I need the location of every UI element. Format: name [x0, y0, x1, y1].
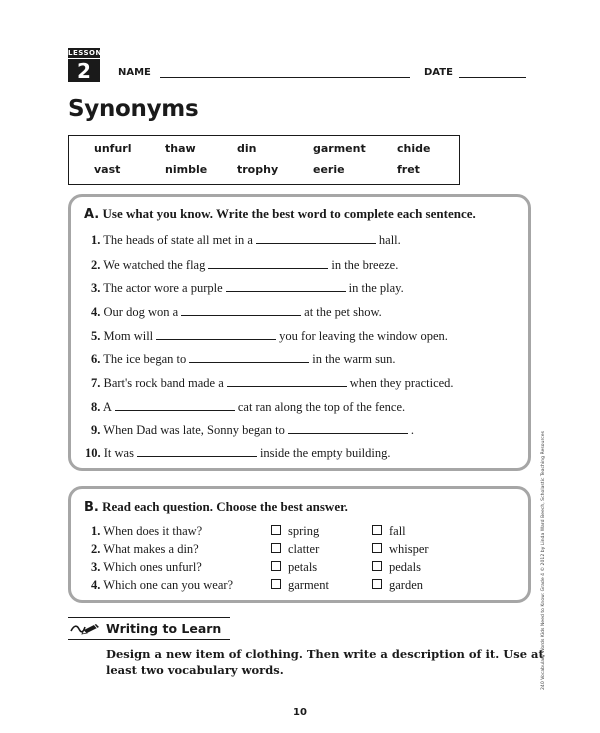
answer-blank[interactable]: [208, 258, 328, 269]
section-b-instruction: Read each question. Choose the best answer.: [102, 499, 348, 514]
sentence-item: [91, 329, 448, 344]
answer-blank[interactable]: [226, 281, 346, 292]
answer-option[interactable]: [372, 542, 429, 557]
question-text: What makes a din?: [103, 542, 199, 556]
sentence-before: The actor wore a purple: [103, 281, 223, 295]
item-number: 3.: [91, 560, 101, 574]
sentence-before: When Dad was late, Sonny began to: [103, 423, 285, 437]
sentence-after: when they practiced.: [349, 376, 454, 390]
sentence-after: .: [410, 423, 414, 437]
sentence-after: inside the empty building.: [259, 446, 391, 460]
section-a-letter: A.: [84, 207, 100, 222]
pencil-icon: [70, 621, 102, 640]
sentence-item: [91, 352, 396, 367]
answer-option[interactable]: [271, 542, 319, 557]
sentence-before: Our dog won a: [103, 305, 179, 319]
date-field[interactable]: [459, 77, 526, 78]
checkbox-icon[interactable]: [271, 543, 281, 553]
page-number: 10: [293, 707, 307, 718]
sentence-before: We watched the flag: [103, 258, 206, 272]
option-label: whisper: [389, 542, 429, 556]
question-text: Which one can you wear?: [103, 578, 234, 592]
item-number: 8.: [91, 400, 101, 414]
word-bank-word: vast: [94, 163, 121, 176]
question-item: [91, 578, 233, 593]
sentence-before: The heads of state all met in a: [103, 233, 253, 247]
word-bank-word: fret: [397, 163, 420, 176]
option-label: spring: [288, 524, 320, 538]
item-number: 7.: [91, 376, 101, 390]
answer-blank[interactable]: [256, 233, 376, 244]
section-a-heading: [84, 206, 476, 222]
answer-blank[interactable]: [137, 446, 257, 457]
sentence-after: cat ran along the top of the fence.: [237, 400, 406, 414]
sentence-item: [91, 305, 382, 320]
question-item: [91, 524, 202, 539]
option-label: pedals: [389, 560, 421, 574]
checkbox-icon[interactable]: [372, 543, 382, 553]
sentence-after: in the warm sun.: [312, 352, 396, 366]
copyright-credit: 240 Vocabulary Words Kids Need to Know: Grade 4 © 2012 by Linda Ward Beech, Scholastic Teaching Resources: [541, 431, 546, 690]
option-label: garment: [288, 578, 329, 592]
question-item: [91, 542, 199, 557]
sentence-item: [91, 423, 414, 438]
lesson-number: 2: [77, 59, 91, 83]
name-label: NAME: [118, 67, 151, 78]
checkbox-icon[interactable]: [372, 579, 382, 589]
item-number: 9.: [91, 423, 101, 437]
word-bank-word: thaw: [165, 142, 196, 155]
sentence-before: Bart's rock band made a: [103, 376, 224, 390]
item-number: 6.: [91, 352, 101, 366]
sentence-after: in the breeze.: [331, 258, 399, 272]
lesson-badge: [68, 48, 100, 82]
sentence-item: [91, 400, 405, 415]
word-bank-word: garment: [313, 142, 366, 155]
page-title: Synonyms: [68, 96, 199, 122]
option-label: fall: [389, 524, 406, 538]
name-field[interactable]: [160, 77, 410, 78]
sentence-item: [91, 233, 401, 248]
sentence-item: [91, 281, 404, 296]
option-label: clatter: [288, 542, 320, 556]
item-number: 2.: [91, 258, 101, 272]
word-bank-word: din: [237, 142, 257, 155]
date-label: DATE: [424, 67, 453, 78]
section-b-letter: B.: [84, 500, 99, 515]
sentence-before: Mom will: [103, 329, 154, 343]
answer-option[interactable]: [372, 578, 423, 593]
writing-title: Writing to Learn: [106, 621, 222, 636]
item-number: 5.: [91, 329, 101, 343]
section-b-heading: [84, 499, 348, 515]
section-a-instruction: Use what you know. Write the best word to complete each sentence.: [102, 206, 476, 221]
answer-blank[interactable]: [181, 305, 301, 316]
sentence-item: [85, 446, 391, 461]
checkbox-icon[interactable]: [372, 525, 382, 535]
question-item: [91, 560, 202, 575]
option-label: garden: [389, 578, 424, 592]
word-bank-word: eerie: [313, 163, 345, 176]
answer-blank[interactable]: [288, 423, 408, 434]
word-bank: [68, 135, 460, 185]
sentence-item: [91, 258, 398, 273]
word-bank-word: trophy: [237, 163, 279, 176]
sentence-after: at the pet show.: [304, 305, 382, 319]
sentence-after: hall.: [378, 233, 401, 247]
writing-prompt-line-2: least two vocabulary words.: [106, 663, 284, 677]
option-label: petals: [288, 560, 318, 574]
answer-blank[interactable]: [156, 329, 276, 340]
item-number: 1.: [91, 233, 101, 247]
word-bank-word: nimble: [165, 163, 208, 176]
sentence-item: [91, 376, 454, 391]
sentence-before: The ice began to: [103, 352, 187, 366]
sentence-after: you for leaving the window open.: [279, 329, 448, 343]
writing-rule-top: [68, 617, 230, 618]
writing-prompt-line-1: Design a new item of clothing. Then write a description of it. Use at: [106, 647, 544, 661]
checkbox-icon[interactable]: [271, 561, 281, 571]
item-number: 1.: [91, 524, 101, 538]
answer-blank[interactable]: [115, 400, 235, 411]
answer-option[interactable]: [271, 524, 319, 539]
writing-rule-bottom: [68, 639, 230, 640]
sentence-before: It was: [103, 446, 134, 460]
sentence-after: in the play.: [348, 281, 404, 295]
answer-blank[interactable]: [189, 352, 309, 363]
item-number: 2.: [91, 542, 101, 556]
item-number: 4.: [91, 305, 101, 319]
answer-option[interactable]: [271, 560, 317, 575]
answer-option[interactable]: [372, 560, 421, 575]
item-number: 10.: [85, 446, 101, 460]
checkbox-icon[interactable]: [372, 561, 382, 571]
checkbox-icon[interactable]: [271, 525, 281, 535]
item-number: 4.: [91, 578, 101, 592]
answer-option[interactable]: [372, 524, 406, 539]
question-text: When does it thaw?: [103, 524, 203, 538]
lesson-label: LESSON: [68, 49, 102, 57]
answer-option[interactable]: [271, 578, 329, 593]
item-number: 3.: [91, 281, 101, 295]
question-text: Which ones unfurl?: [103, 560, 202, 574]
word-bank-word: unfurl: [94, 142, 132, 155]
answer-blank[interactable]: [227, 376, 347, 387]
checkbox-icon[interactable]: [271, 579, 281, 589]
sentence-before: A: [102, 400, 112, 414]
word-bank-word: chide: [397, 142, 431, 155]
